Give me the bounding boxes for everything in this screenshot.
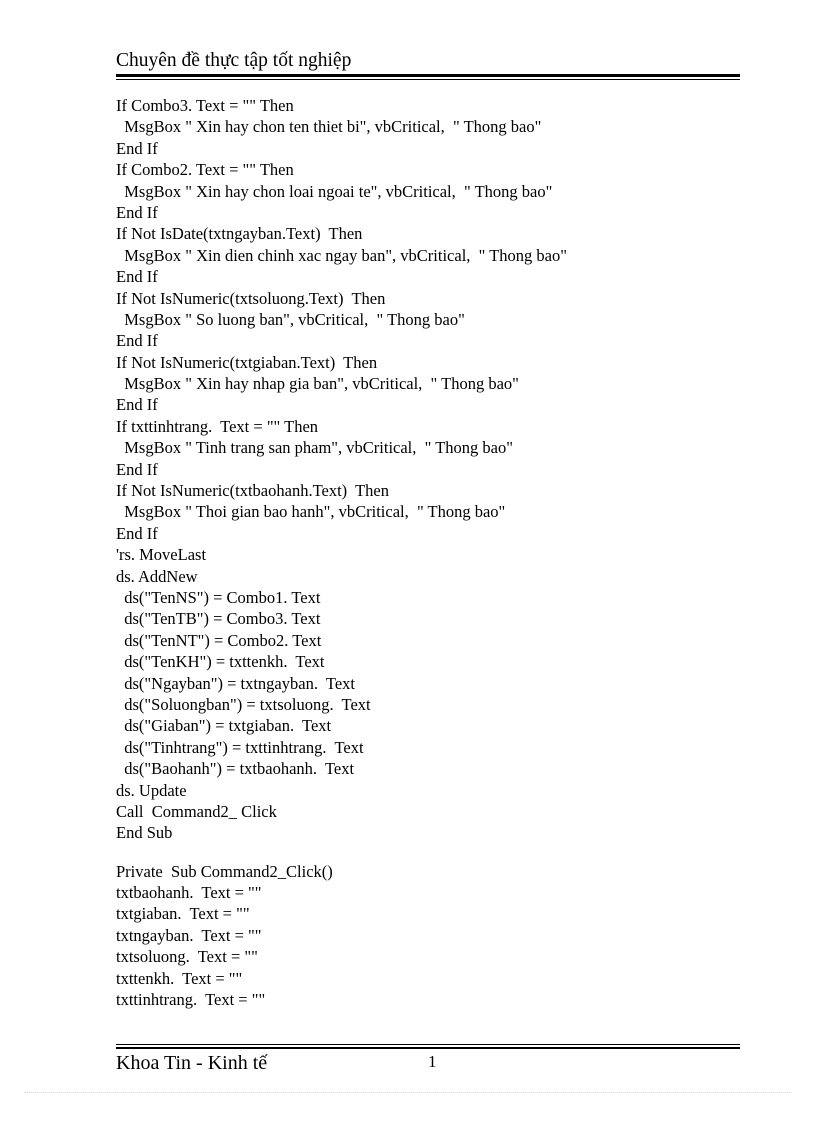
code-line: End If bbox=[116, 267, 158, 287]
code-line: ds("Soluongban") = txtsoluong. Text bbox=[116, 694, 371, 714]
code-line: If Combo2. Text = "" Then bbox=[116, 160, 294, 180]
code-line: ds. Update bbox=[116, 780, 187, 800]
code-line: End If bbox=[116, 459, 158, 479]
code-line: txtngayban. Text = "" bbox=[116, 925, 262, 945]
code-line: MsgBox " Xin dien chinh xac ngay ban", vbCritical, " Thong bao" bbox=[116, 245, 567, 265]
code-line: End If bbox=[116, 523, 158, 543]
header-rule bbox=[116, 74, 740, 77]
code-line: MsgBox " Xin hay nhap gia ban", vbCritical, " Thong bao" bbox=[116, 374, 519, 394]
code-line: txttinhtrang. Text = "" bbox=[116, 990, 266, 1010]
code-line: txtsoluong. Text = "" bbox=[116, 947, 258, 967]
footer-rule-thin bbox=[116, 1044, 740, 1045]
code-line: Call Command2_ Click bbox=[116, 801, 277, 821]
code-line: Private Sub Command2_Click() bbox=[116, 861, 333, 881]
code-line: If Not IsNumeric(txtgiaban.Text) Then bbox=[116, 352, 378, 372]
code-line: MsgBox " So luong ban", vbCritical, " Thong bao" bbox=[116, 309, 465, 329]
page-number: 1 bbox=[428, 1052, 437, 1071]
code-line: ds("Ngayban") = txtngayban. Text bbox=[116, 673, 355, 693]
code-line: End If bbox=[116, 331, 158, 351]
code-line: If Not IsDate(txtngayban.Text) Then bbox=[116, 224, 363, 244]
code-line: ds("TenNS") = Combo1. Text bbox=[116, 587, 321, 607]
footer-rule bbox=[116, 1047, 740, 1049]
code-line: If Combo3. Text = "" Then bbox=[116, 96, 294, 115]
code-line: MsgBox " Xin hay chon loai ngoai te", vbCritical, " Thong bao" bbox=[116, 181, 553, 201]
code-line: ds. AddNew bbox=[116, 566, 198, 586]
code-line: ds("Tinhtrang") = txttinhtrang. Text bbox=[116, 737, 364, 757]
code-line: 'rs. MoveLast bbox=[116, 545, 207, 565]
code-line: ds("Baohanh") = txtbaohanh. Text bbox=[116, 759, 355, 779]
code-line: ds("TenKH") = txttenkh. Text bbox=[116, 652, 325, 672]
footer-department: Khoa Tin - Kinh tế bbox=[116, 1052, 268, 1074]
page-header-title: Chuyên đề thực tập tốt nghiệp bbox=[116, 50, 352, 71]
code-listing bbox=[116, 95, 756, 1010]
code-line: If txttinhtrang. Text = "" Then bbox=[116, 416, 319, 436]
header-rule-thin bbox=[116, 79, 740, 80]
code-line: End If bbox=[116, 395, 158, 415]
code-line: If Not IsNumeric(txtsoluong.Text) Then bbox=[116, 288, 386, 308]
code-line: ds("Giaban") = txtgiaban. Text bbox=[116, 716, 332, 736]
code-line: ds("TenNT") = Combo2. Text bbox=[116, 630, 322, 650]
code-line: txtbaohanh. Text = "" bbox=[116, 883, 262, 903]
code-line bbox=[116, 844, 756, 861]
code-line: txttenkh. Text = "" bbox=[116, 968, 243, 988]
code-line: ds("TenTB") = Combo3. Text bbox=[116, 609, 321, 629]
code-line: End If bbox=[116, 202, 158, 222]
code-line: MsgBox " Tinh trang san pham", vbCritical, " Thong bao" bbox=[116, 438, 513, 458]
code-line: txtgiaban. Text = "" bbox=[116, 904, 250, 924]
code-line: MsgBox " Xin hay chon ten thiet bi", vbCritical, " Thong bao" bbox=[116, 117, 542, 137]
code-line: End Sub bbox=[116, 823, 173, 843]
code-line: If Not IsNumeric(txtbaohanh.Text) Then bbox=[116, 481, 389, 501]
page-edge bbox=[24, 1092, 792, 1093]
code-line: End If bbox=[116, 138, 158, 158]
code-line: MsgBox " Thoi gian bao hanh", vbCritical, " Thong bao" bbox=[116, 502, 506, 522]
